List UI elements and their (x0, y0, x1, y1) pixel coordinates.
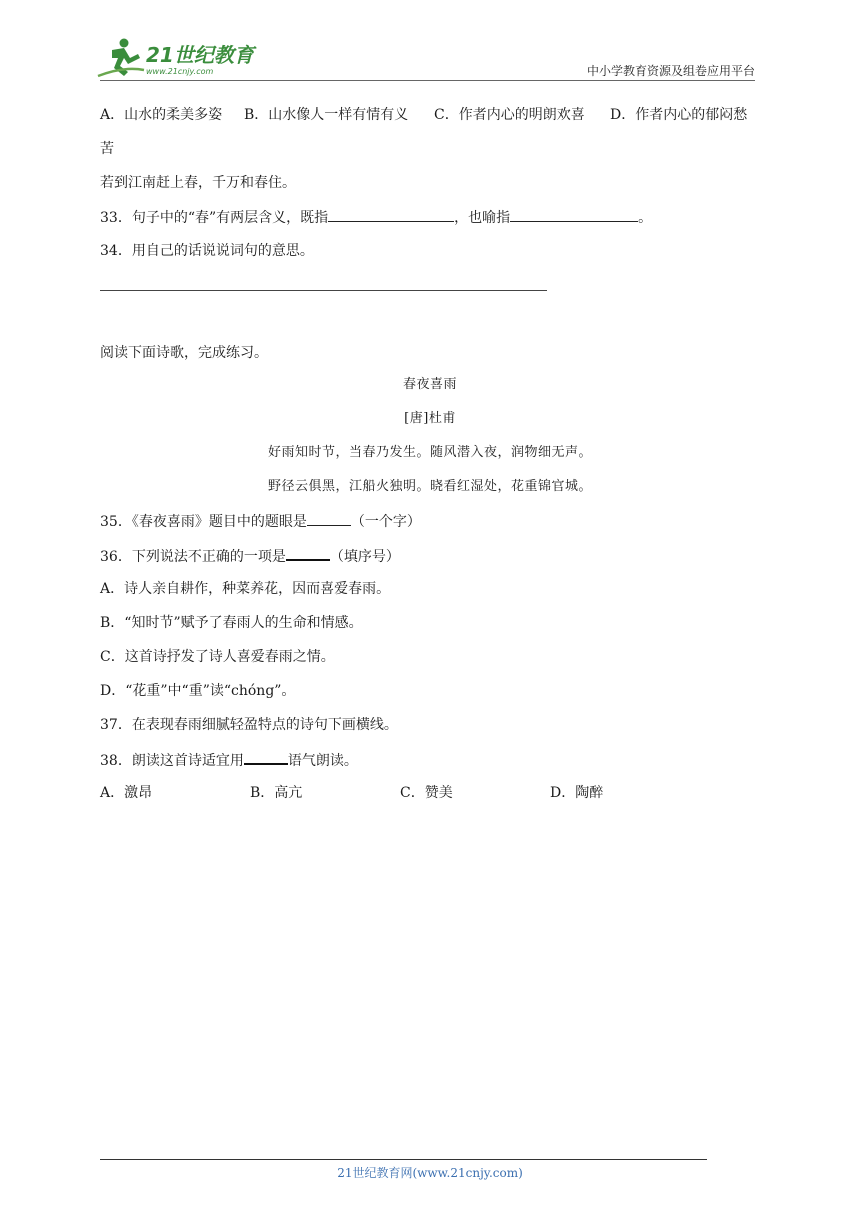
logo-text: 21世纪教育 (146, 43, 254, 67)
q36-option-b: B．“知时节”赋予了春雨人的生命和情感。 (100, 615, 363, 631)
q35-blank[interactable] (307, 511, 351, 526)
footer-divider (100, 1159, 707, 1160)
q32-option-b: B．山水像人一样有情有义 (244, 107, 409, 123)
header-divider (100, 80, 755, 81)
q38-blank[interactable] (244, 749, 288, 765)
poem-author: [唐]杜甫 (404, 411, 456, 426)
q38-option-b: B．高亢 (250, 785, 303, 801)
q32-option-a: A．山水的柔美多姿 (100, 107, 223, 123)
logo-url: www.21cnjy.com (146, 67, 214, 76)
poem-title: 春夜喜雨 (402, 377, 457, 392)
q38-option-c: C．赞美 (400, 785, 453, 801)
verse-line: 若到江南赶上春，千万和春住。 (100, 175, 296, 191)
poem-line-1: 好雨知时节，当春乃发生。随风潜入夜，润物细无声。 (267, 445, 592, 460)
runner-icon (98, 39, 144, 77)
question-35 (100, 511, 421, 532)
reading-intro: 阅读下面诗歌，完成练习。 (100, 345, 268, 361)
q32-option-d-wrap: 苦 (100, 141, 114, 157)
q35-text-1: 35．《春夜喜雨》题目中的题眼是 (100, 514, 307, 530)
q38-stem-2: 语气朗读。 (287, 753, 358, 769)
q38-option-a: A．激昂 (100, 785, 153, 801)
poem-line-2: 野径云俱黑，江船火独明。晓看红湿处，花重锦官城。 (267, 479, 592, 494)
q38-option-d: D．陶醉 (550, 785, 604, 801)
q36-option-d: D．“花重”中“重”读“chóng”。 (100, 683, 296, 699)
q33-text-3: 。 (638, 210, 653, 226)
question-38 (100, 749, 358, 771)
q34-answer-line[interactable] (100, 290, 547, 291)
q32-option-c: C．作者内心的明朗欢喜 (434, 107, 585, 123)
q36-option-a: A．诗人亲自耕作，种菜养花，因而喜爱春雨。 (100, 581, 391, 597)
q33-blank-2[interactable] (510, 207, 638, 222)
q36-option-c: C．这首诗抒发了诗人喜爱春雨之情。 (100, 649, 335, 665)
question-36 (100, 545, 400, 567)
q33-text-1: 33．句子中的“春”有两层含义，既指 (100, 210, 329, 226)
site-logo (94, 36, 264, 80)
q33-text-2: ，也喻指 (454, 210, 511, 226)
q32-option-d: D．作者内心的郁闷愁 (610, 107, 748, 123)
header-platform-text: 中小学教育资源及组卷应用平台 (586, 64, 755, 78)
question-34: 34．用自己的话说说词句的意思。 (100, 243, 314, 259)
question-37: 37．在表现春雨细腻轻盈特点的诗句下画横线。 (100, 717, 398, 733)
q33-blank-1[interactable] (328, 207, 454, 222)
q36-stem-1: 36．下列说法不正确的一项是 (100, 549, 286, 565)
footer-link[interactable]: 21世纪教育网(www.21cnjy.com) (337, 1166, 523, 1180)
q35-text-2: （一个字） (350, 514, 421, 530)
q38-stem-1: 38．朗读这首诗适宜用 (100, 753, 244, 769)
q36-blank[interactable] (286, 545, 330, 561)
question-33 (100, 207, 652, 228)
q36-stem-2: （填序号） (329, 549, 400, 565)
